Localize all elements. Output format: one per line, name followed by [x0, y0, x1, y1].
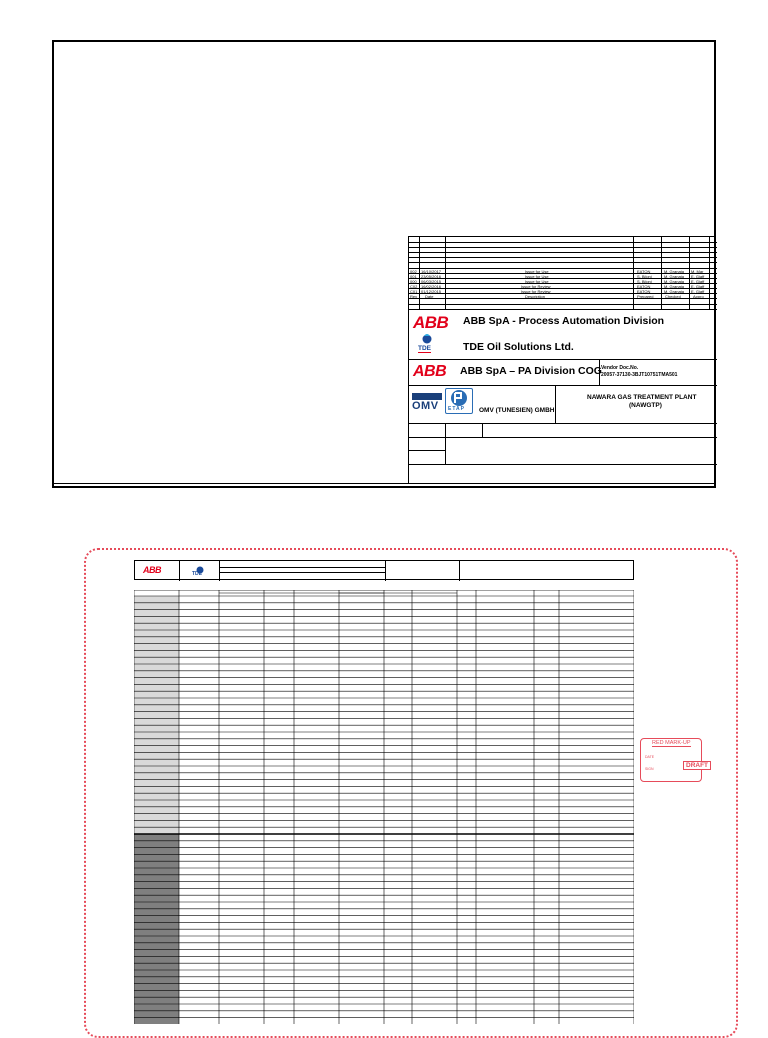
title-block: [408, 236, 716, 484]
date-cell: 01/12/2015: [421, 289, 442, 294]
omv-logo: [412, 393, 444, 413]
approved-cell: E. Giaff: [691, 284, 705, 289]
approved-cell: E. Giaff: [691, 289, 705, 294]
rev-cell: 002: [410, 269, 417, 274]
checked-cell: M. Granata: [664, 269, 685, 274]
rev-cell: C01: [410, 289, 418, 294]
tde-logo-text: TDE: [418, 345, 431, 352]
abb-logo-cog: ABB: [413, 363, 447, 380]
sheet-header: [134, 560, 634, 580]
description-cell: Issue for Use: [525, 279, 549, 284]
vendor-doc-number: 20057-37130-3BJT10751TMA501: [601, 372, 678, 378]
stamp-date-label: DATE: [645, 755, 655, 759]
prepared-cell: EATON: [637, 289, 651, 294]
sheet-abb-logo: ABB: [143, 565, 161, 575]
tde-company-title: TDE Oil Solutions Ltd.: [463, 341, 574, 353]
omv-company-name: OMV (TUNESIEN) GMBH: [479, 407, 555, 414]
date-cell: 16/10/2017: [421, 269, 442, 274]
stamp-title: RED MARK-UP: [652, 740, 691, 746]
etap-logo-text: ETAP: [448, 406, 465, 412]
description-cell: Issue for Review: [521, 284, 551, 289]
prepared-cell: S. Biloni: [637, 274, 652, 279]
approved-cell: E. Giaff: [691, 279, 705, 284]
description-header: Description: [525, 294, 546, 299]
checked-cell: M. Granata: [664, 279, 685, 284]
date-cell: 23/05/2016: [421, 274, 442, 279]
data-grid: [134, 590, 634, 1029]
omv-bar-icon: [412, 393, 442, 400]
red-markup-stamp: [640, 738, 709, 782]
rev-cell: 000: [410, 279, 417, 284]
draft-stamp-label: DRAFT: [683, 761, 711, 770]
description-cell: Issue for Use: [525, 274, 549, 279]
date-cell: 06/03/2015: [421, 279, 442, 284]
approved-header: Appro: [693, 294, 704, 299]
rev-header: Rev: [410, 294, 418, 299]
etap-logo: [445, 388, 473, 414]
approved-cell: E. Giaff: [691, 274, 705, 279]
date-cell: 16/02/2016: [421, 284, 442, 289]
prepared-cell: EATON: [637, 284, 651, 289]
prepared-header: Prepared: [637, 294, 654, 299]
plant-title-line2: (NAWGTP): [629, 402, 662, 409]
rev-cell: 001: [410, 274, 417, 279]
omv-logo-text: OMV: [412, 400, 439, 412]
checked-cell: M. Granata: [664, 289, 685, 294]
sheet-tde-logo: [191, 562, 209, 580]
abb-division-title: ABB SpA - Process Automation Division: [463, 315, 665, 327]
plant-title-line1: NAWARA GAS TREATMENT PLANT: [587, 394, 697, 401]
checked-header: Checked: [665, 294, 681, 299]
abb-cog-title: ABB SpA – PA Division COG: [460, 365, 602, 377]
approved-cell: M. Mar: [691, 269, 704, 274]
grid-lines: [134, 590, 634, 1024]
checked-cell: M. Granata: [664, 274, 685, 279]
stamp-sign-label: SIGN: [645, 767, 654, 771]
prepared-cell: S. Biloni: [637, 279, 652, 284]
date-header: Date: [425, 294, 434, 299]
vendor-doc-label: Vendor Doc.No.: [601, 365, 639, 371]
tde-logo: [417, 333, 437, 355]
abb-logo: ABB: [413, 313, 449, 332]
prepared-cell: EATON: [637, 269, 651, 274]
etap-mark-icon: [446, 389, 472, 407]
sheet-tde-text: TDE: [192, 571, 202, 577]
description-cell: Issue for Review: [521, 289, 551, 294]
checked-cell: M. Granata: [664, 284, 685, 289]
rev-cell: C02: [410, 284, 418, 289]
description-cell: Issue for Use: [525, 269, 549, 274]
